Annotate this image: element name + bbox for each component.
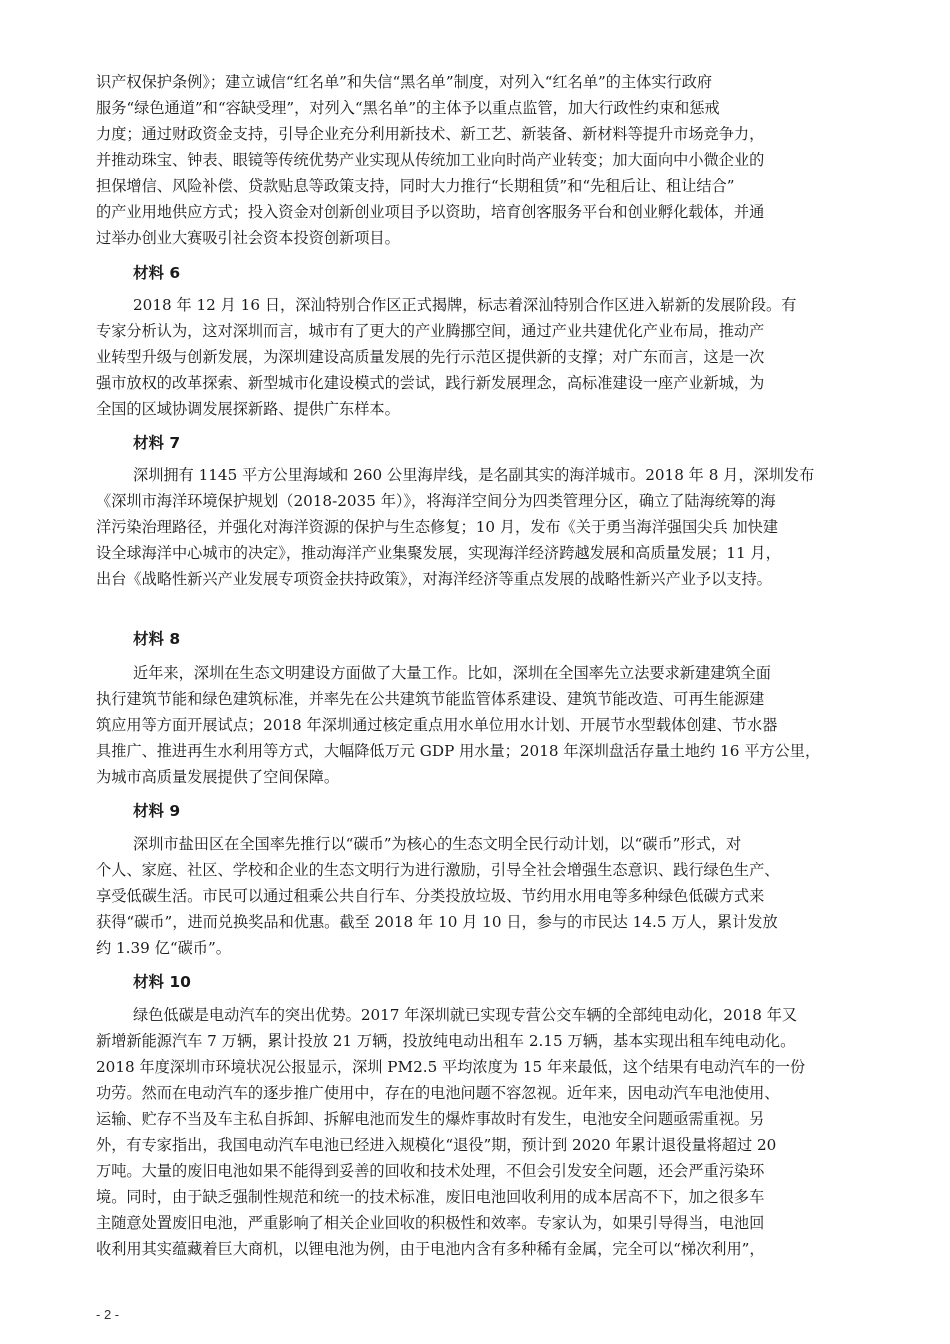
- paragraph-line: 并推动珠宝、钟表、眼镜等传统优势产业实现从传统加工业向时尚产业转变；加大面向中小微企业的: [96, 151, 765, 169]
- paragraph-line: 担保增信、风险补偿、贷款贴息等政策支持，同时大力推行“长期租赁”和“先租后让、租让结合”: [96, 177, 735, 195]
- paragraph-line: 收利用其实蕴藏着巨大商机，以锂电池为例，由于电池内含有多种稀有金属，完全可以“梯次利用”，: [96, 1240, 765, 1258]
- paragraph-line: 近年来，深圳在生态文明建设方面做了大量工作。比如，深圳在全国率先立法要求新建建筑全面: [133, 664, 771, 682]
- paragraph-line: 力度；通过财政资金支持，引导企业充分利用新技术、新工艺、新装备、新材料等提升市场竞争力，: [96, 125, 765, 143]
- paragraph-line: 万吨。大量的废旧电池如果不能得到妥善的回收和技术处理，不但会引发安全问题，还会严重污染环: [96, 1162, 765, 1180]
- paragraph-line: 服务“绿色通道”和“容缺受理”，对列入“黑名单”的主体予以重点监管，加大行政性约束和惩戒: [96, 99, 720, 117]
- section-heading: 材料 9: [133, 802, 181, 820]
- paragraph-line: 享受低碳生活。市民可以通过租乘公共自行车、分类投放垃圾、节约用水用电等多种绿色低碳方式来: [96, 887, 765, 905]
- paragraph-line: 约 1.39 亿“碳币”。: [96, 939, 231, 957]
- paragraph-line: 识产权保护条例》；建立诚信“红名单”和失信“黑名单”制度，对列入“红名单”的主体实行政府: [96, 73, 713, 91]
- paragraph-line: 洋污染治理路径，并强化对海洋资源的保护与生态修复；10 月，发布《关于勇当海洋强国尖兵 加快建: [96, 518, 779, 536]
- paragraph-line: 2018 年 12 月 16 日，深汕特别合作区正式揭牌，标志着深汕特别合作区进入崭新的发展阶段。有: [133, 296, 797, 314]
- paragraph-line: 新增新能源汽车 7 万辆，累计投放 21 万辆，投放纯电动出租车 2.15 万辆，基本实现出租车纯电动化。: [96, 1032, 796, 1050]
- page-number: - 2 -: [96, 1307, 120, 1322]
- paragraph-line: 外，有专家指出，我国电动汽车电池已经进入规模化“退役”期，预计到 2020 年累计退役量将超过 20: [96, 1136, 777, 1154]
- paragraph-line: 运输、贮存不当及车主私自拆卸、拆解电池而发生的爆炸事故时有发生，电池安全问题亟需重视。另: [96, 1110, 765, 1128]
- paragraph-line: 出台《战略性新兴产业发展专项资金扶持政策》，对海洋经济等重点发展的战略性新兴产业予以支持。: [96, 570, 772, 588]
- paragraph-line: 《深圳市海洋环境保护规划（2018-2035 年）》，将海洋空间分为四类管理分区，确立了陆海统筹的海: [96, 492, 776, 510]
- section-heading: 材料 6: [133, 264, 181, 282]
- paragraph-line: 功劳。然而在电动汽车的逐步推广使用中，存在的电池问题不容忽视。近年来，因电动汽车电池使用、: [96, 1084, 780, 1102]
- section-heading: 材料 8: [133, 630, 181, 648]
- paragraph-line: 全国的区域协调发展探新路、提供广东样本。: [96, 400, 400, 418]
- paragraph-line: 主随意处置废旧电池，严重影响了相关企业回收的积极性和效率。专家认为，如果引导得当，电池回: [96, 1214, 765, 1232]
- paragraph-line: 境。同时，由于缺乏强制性规范和统一的技术标准，废旧电池回收利用的成本居高不下，加之很多车: [96, 1188, 765, 1206]
- section-heading: 材料 7: [133, 434, 181, 452]
- section-heading: 材料 10: [133, 973, 191, 991]
- paragraph-line: 专家分析认为，这对深圳而言，城市有了更大的产业腾挪空间，通过产业共建优化产业布局，推动产: [96, 322, 765, 340]
- paragraph-line: 深圳拥有 1145 平方公里海域和 260 公里海岸线，是名副其实的海洋城市。2018 年 8 月，深圳发布: [133, 466, 815, 484]
- paragraph-line: 过举办创业大赛吸引社会资本投资创新项目。: [96, 229, 400, 247]
- paragraph-line: 业转型升级与创新发展，为深圳建设高质量发展的先行示范区提供新的支撑；对广东而言，这是一次: [96, 348, 765, 366]
- paragraph-line: 强市放权的改革探索、新型城市化建设模式的尝试，践行新发展理念，高标准建设一座产业新城，为: [96, 374, 765, 392]
- paragraph-line: 为城市高质量发展提供了空间保障。: [96, 768, 339, 786]
- paragraph-line: 深圳市盐田区在全国率先推行以“碳币”为核心的生态文明全民行动计划，以“碳币”形式，对: [133, 835, 742, 853]
- paragraph-line: 筑应用等方面开展试点；2018 年深圳通过核定重点用水单位用水计划、开展节水型载体创建、节水器: [96, 716, 778, 734]
- paragraph-line: 具推广、推进再生水利用等方式，大幅降低万元 GDP 用水量；2018 年深圳盘活存量土地约 16 平方公里，: [96, 742, 821, 760]
- paragraph-line: 的产业用地供应方式；投入资金对创新创业项目予以资助，培育创客服务平台和创业孵化载体，并通: [96, 203, 765, 221]
- paragraph-line: 获得“碳币”，进而兑换奖品和优惠。截至 2018 年 10 月 10 日，参与的市民达 14.5 万人，累计发放: [96, 913, 778, 931]
- paragraph-line: 执行建筑节能和绿色建筑标准，并率先在公共建筑节能监管体系建设、建筑节能改造、可再生能源建: [96, 690, 765, 708]
- paragraph-line: 2018 年度深圳市环境状况公报显示，深圳 PM2.5 平均浓度为 15 年来最低，这个结果有电动汽车的一份: [96, 1058, 806, 1076]
- paragraph-line: 设全球海洋中心城市的决定》，推动海洋产业集聚发展，实现海洋经济跨越发展和高质量发展；11 月，: [96, 544, 781, 562]
- paragraph-line: 个人、家庭、社区、学校和企业的生态文明行为进行激励，引导全社会增强生态意识、践行绿色生产、: [96, 861, 780, 879]
- paragraph-line: 绿色低碳是电动汽车的突出优势。2017 年深圳就已实现专营公交车辆的全部纯电动化，2018 年又: [133, 1006, 798, 1024]
